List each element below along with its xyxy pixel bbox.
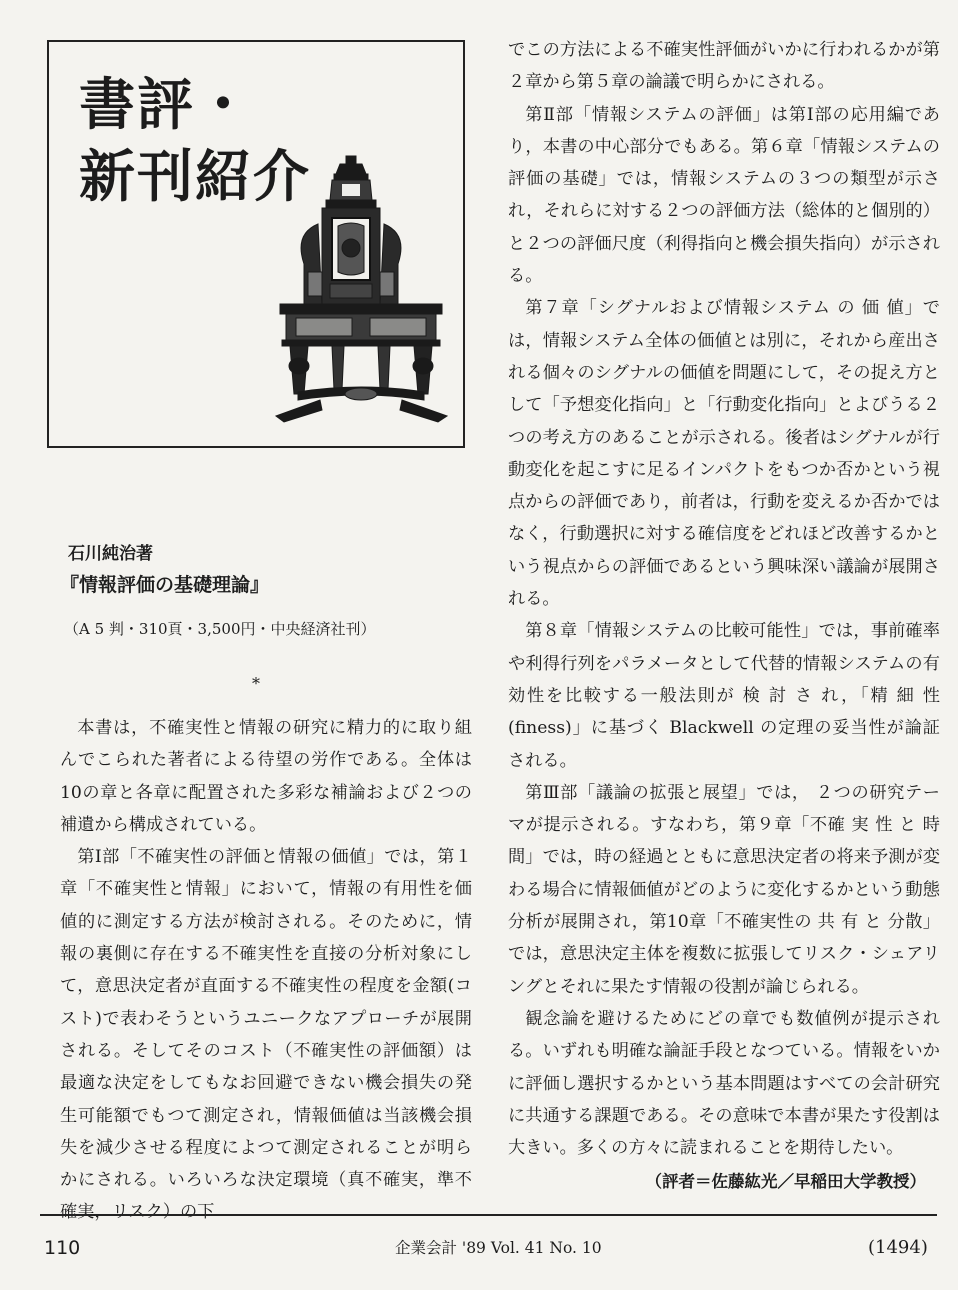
- book-title: 『情報評価の基礎理論』: [60, 574, 270, 596]
- section-title-line1: 書評・: [79, 73, 253, 138]
- page-number: 110: [44, 1237, 81, 1259]
- book-author: 石川純治著: [68, 544, 153, 564]
- journal-name: 企業会計 '89 Vol. 41 No. 10: [395, 1239, 602, 1257]
- paragraph: 観念論を避けるためにどの章でも数値例が提示される。いずれも明確な論証手段となつている。情報をいかに評価し選択するかという基本問題はすべての会計研究に共通する課題である。その意味で本書が果たす役割は大きい。多くの方々に読まれることを期待したい。: [508, 1008, 940, 1159]
- antique-desk-illustration: [274, 154, 449, 424]
- section-separator: *: [252, 674, 260, 693]
- paragraph: 本書は，不確実性と情報の研究に精力的に取り組んでこられた著者による待望の労作である。全体は10の章と各章に配置された多彩な補論および２つの補遺から構成されている。: [60, 718, 472, 835]
- book-details: （A 5 判・310頁・3,500円・中央経済社刊）: [64, 620, 376, 638]
- reviewer-credit: （評者＝佐藤紘光／早稲田大学教授）: [645, 1172, 926, 1192]
- paragraph: でこの方法による不確実性評価がいかに行われるかが第２章から第５章の論議で明らかにされる。: [508, 40, 940, 93]
- section-header-box: [47, 40, 465, 448]
- section-title-line2: 新刊紹介: [79, 145, 311, 210]
- paragraph: 第Ⅰ部「不確実性の評価と情報の価値」では，第１章「不確実性と情報」において，情報の有用性を価値的に測定する方法が検討される。そのために，情報の裏側に存在する不確実性を直接の分析対象にして，意思決定者が直面する不確実性の程度を金額(コスト)で表わそうというユニークなアプローチが展開される。そしてそのコスト（不確実性の評価額）は最適な決定をしてもなお回避できない機会損失の発生可能額でもつて測定され，情報価値は当該機会損失を減少させる程度によつて測定されることが明らかにされる。いろいろな決定環境（真不確実，準不確実，リスク）の下: [60, 847, 472, 1223]
- cumulative-page-number: (1494): [868, 1237, 928, 1258]
- paragraph: 第８章「情報システムの比較可能性」では，事前確率や利得行列をパラメータとして代替的情報システムの有効性を比較する一般法則が 検 討 さ れ，「精 細 性(finess)」に基づく Blackwell の定理の妥当性が論証される。: [508, 621, 940, 771]
- paragraph: 第Ⅲ部「議論の拡張と展望」では， ２つの研究テーマが提示される。すなわち，第９章「不確 実 性 と 時間」では，時の経過とともに意思決定者の将来予測が変わる場合に情報価値がどのように変化するかという動態分析が展開され，第10章「不確実性の 共 有 と 分散」では，意思決定主体を複数に拡張してリスク・シェアリングとそれに果たす情報の役割が論じられる。: [508, 782, 940, 997]
- paragraph: 第７章「シグナルおよび情報システム の 価 値」では，情報システム全体の価値とは別に，それから産出される個々のシグナルの価値を問題にして，その捉え方として「予想変化指向」と「行動変化指向」とよびうる２つの考え方のあることが示される。後者はシグナルが行動変化を起こすに足るインパクトをもつか否かという視点からの評価であり，前者は，行動を変えるか否かではなく，行動選択に対する確信度をどれほど改善するかという視点からの評価であるという興味深い議論が展開される。: [508, 298, 940, 610]
- left-column: [60, 712, 472, 1229]
- book-info: [60, 540, 472, 644]
- paragraph: 第Ⅱ部「情報システムの評価」は第Ⅰ部の応用編であり，本書の中心部分でもある。第６章「情報システムの評価の基礎」では，情報システムの３つの類型が示され，それらに対する２つの評価方法（総体的と個別的）と２つの評価尺度（利得指向と機会損失指向）が示される。: [508, 104, 940, 287]
- footer-divider: [40, 1214, 937, 1216]
- right-column: [508, 34, 940, 1199]
